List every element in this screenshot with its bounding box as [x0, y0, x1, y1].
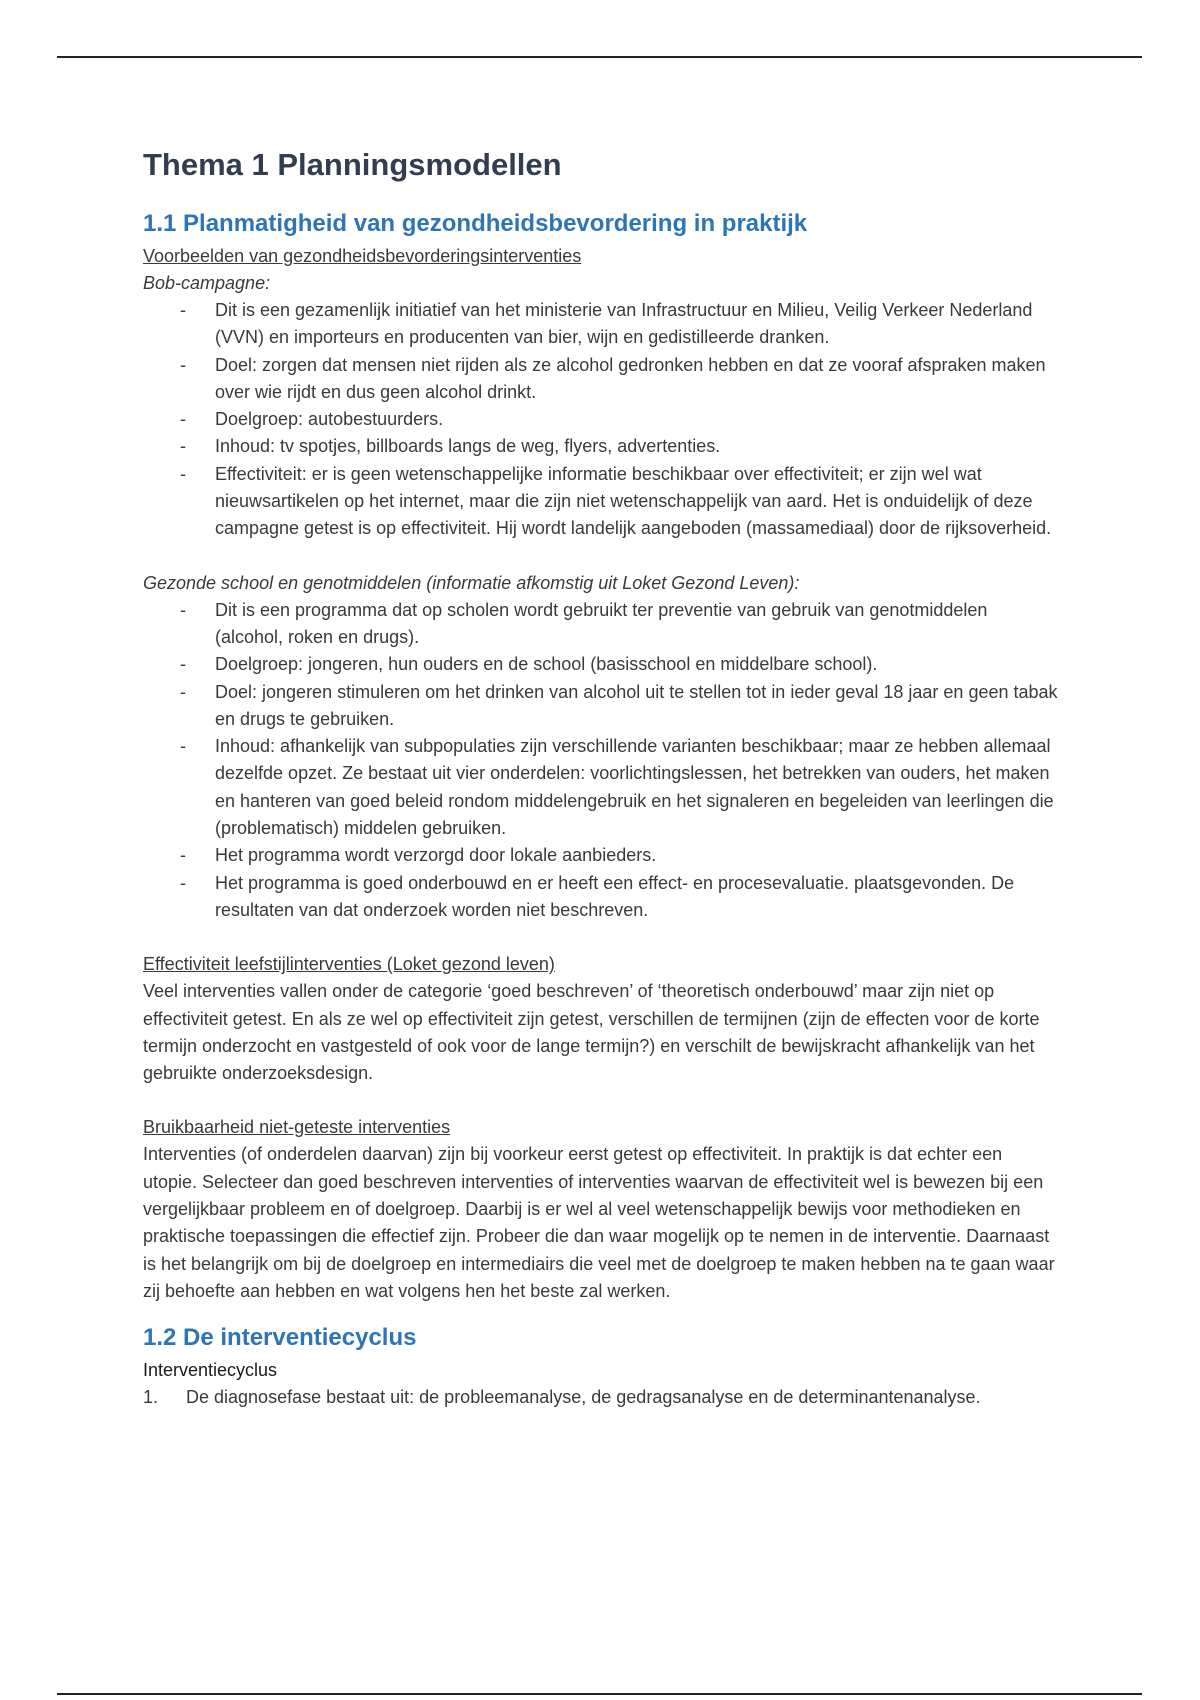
list-item: - Dit is een gezamenlijk initiatief van het ministerie van Infrastructuur en Milieu, Veilig Verkeer Nederland (VVN) en importeurs en producenten van bier, wijn en gedistilleerde dranken. [215, 297, 1058, 352]
examples-heading: Voorbeelden van gezondheidsbevorderingsinterventies [143, 246, 582, 266]
list-item: - Inhoud: afhankelijk van subpopulaties zijn verschillende varianten beschikbaar; maar ze hebben allemaal dezelfde opzet. Ze bestaat uit vier onderdelen: voorlichtingslessen, het betrekken van ouders, het maken en hanteren van goed beleid rondom middelengebruik en het signaleren en begeleiden van leerlingen die (problematisch) middelen gebruiken. [215, 733, 1058, 842]
intervention-cycle-subheading: Interventiecyclus [143, 1360, 278, 1381]
spacer [143, 924, 1058, 951]
spacer [143, 1305, 1058, 1321]
list-item: - Doelgroep: jongeren, hun ouders en de school (basisschool en middelbare school). [215, 651, 1058, 678]
header-rule [57, 56, 1142, 58]
document-title: Thema 1 Planningsmodellen [143, 147, 562, 182]
list-item: - Doel: zorgen dat mensen niet rijden als ze alcohol gedronken hebben en dat ze vooraf afspraken maken over wie rijdt en dus geen alcohol drinkt. [215, 352, 1058, 407]
usability-heading: Bruikbaarheid niet-geteste interventies [143, 1117, 451, 1138]
spacer [143, 1087, 1058, 1114]
list-item: - Het programma is goed onderbouwd en er heeft een effect- en procesevaluatie. plaatsgevonden. De resultaten van dat onderzoek worden niet beschreven. [215, 870, 1058, 925]
list-item: - Doel: jongeren stimuleren om het drinken van alcohol uit te stellen tot in ieder geval 18 jaar en geen tabak en drugs te gebruiken. [215, 679, 1058, 734]
list-item: - Doelgroep: autobestuurders. [215, 406, 1058, 433]
healthy-school-label: Gezonde school en genotmiddelen (informatie afkomstig uit Loket Gezond Leven): [143, 572, 800, 593]
document-body [143, 143, 1058, 1412]
effectiveness-heading: Effectiviteit leefstijlinterventies (Loket gezond leven) [143, 954, 555, 975]
bob-campaign-list [143, 297, 1058, 543]
spacer [143, 543, 1058, 570]
list-item: - Effectiviteit: er is geen wetenschappelijke informatie beschikbaar over effectiviteit; er zijn wel wat nieuwsartikelen op het internet, maar die zijn niet wetenschappelijk van aard. Het is onduidelijk of deze campagne getest is op effectiviteit. Hij wordt landelijk aangeboden (massamediaal) door de rijksoverheid. [215, 461, 1058, 543]
list-item [143, 1384, 1058, 1411]
effectiveness-paragraph: Veel interventies vallen onder de categorie ‘goed beschreven’ of ‘theoretisch onderbouwd’ maar zijn niet op effectiviteit getest. En als ze wel op effectiviteit zijn getest, verschillen de termijnen (zijn de effecten voor de korte termijn onderzocht en vastgesteld of ook voor de lange termijn?) en verschilt de bewijskracht afhankelijk van het gebruikte onderzoeksdesign. [143, 981, 1040, 1084]
list-item: - Dit is een programma dat op scholen wordt gebruikt ter preventie van gebruik van genotmiddelen (alcohol, roken en drugs). [215, 597, 1058, 652]
section-heading-1-2: 1.2 De interventiecyclus [143, 1324, 417, 1352]
healthy-school-list [143, 597, 1058, 925]
footer-rule [57, 1693, 1142, 1695]
list-number: 1. [143, 1387, 159, 1408]
list-item: - Het programma wordt verzorgd door lokale aanbieders. [215, 842, 1058, 869]
intervention-cycle-list [143, 1384, 1058, 1411]
list-item-text: De diagnosefase bestaat uit: de probleemanalyse, de gedragsanalyse en de determinantenanalyse. [186, 1387, 981, 1408]
usability-paragraph: Interventies (of onderdelen daarvan) zijn bij voorkeur eerst getest op effectiviteit. In praktijk is dat echter een utopie. Selecteer dan goed beschreven interventies of interventies waarvan de effectiviteit wel is bewezen bij een vergelijkbaar probleem en of doelgroep. Daarbij is er wel al veel wetenschappelijk bewijs voor methodieken en praktische toepassingen die effectief zijn. Probeer die dan waar mogelijk op te nemen in de interventie. Daarnaast is het belangrijk om bij de doelgroep en intermediairs die veel met de doelgroep te maken hebben na te gaan waar zij behoefte aan hebben en wat volgens hen het beste zal werken. [143, 1144, 1055, 1301]
list-item: - Inhoud: tv spotjes, billboards langs de weg, flyers, advertenties. [215, 433, 1058, 460]
section-heading-1-1: 1.1 Planmatigheid van gezondheidsbevordering in praktijk [143, 210, 808, 237]
bob-campaign-label: Bob-campagne: [143, 273, 271, 293]
